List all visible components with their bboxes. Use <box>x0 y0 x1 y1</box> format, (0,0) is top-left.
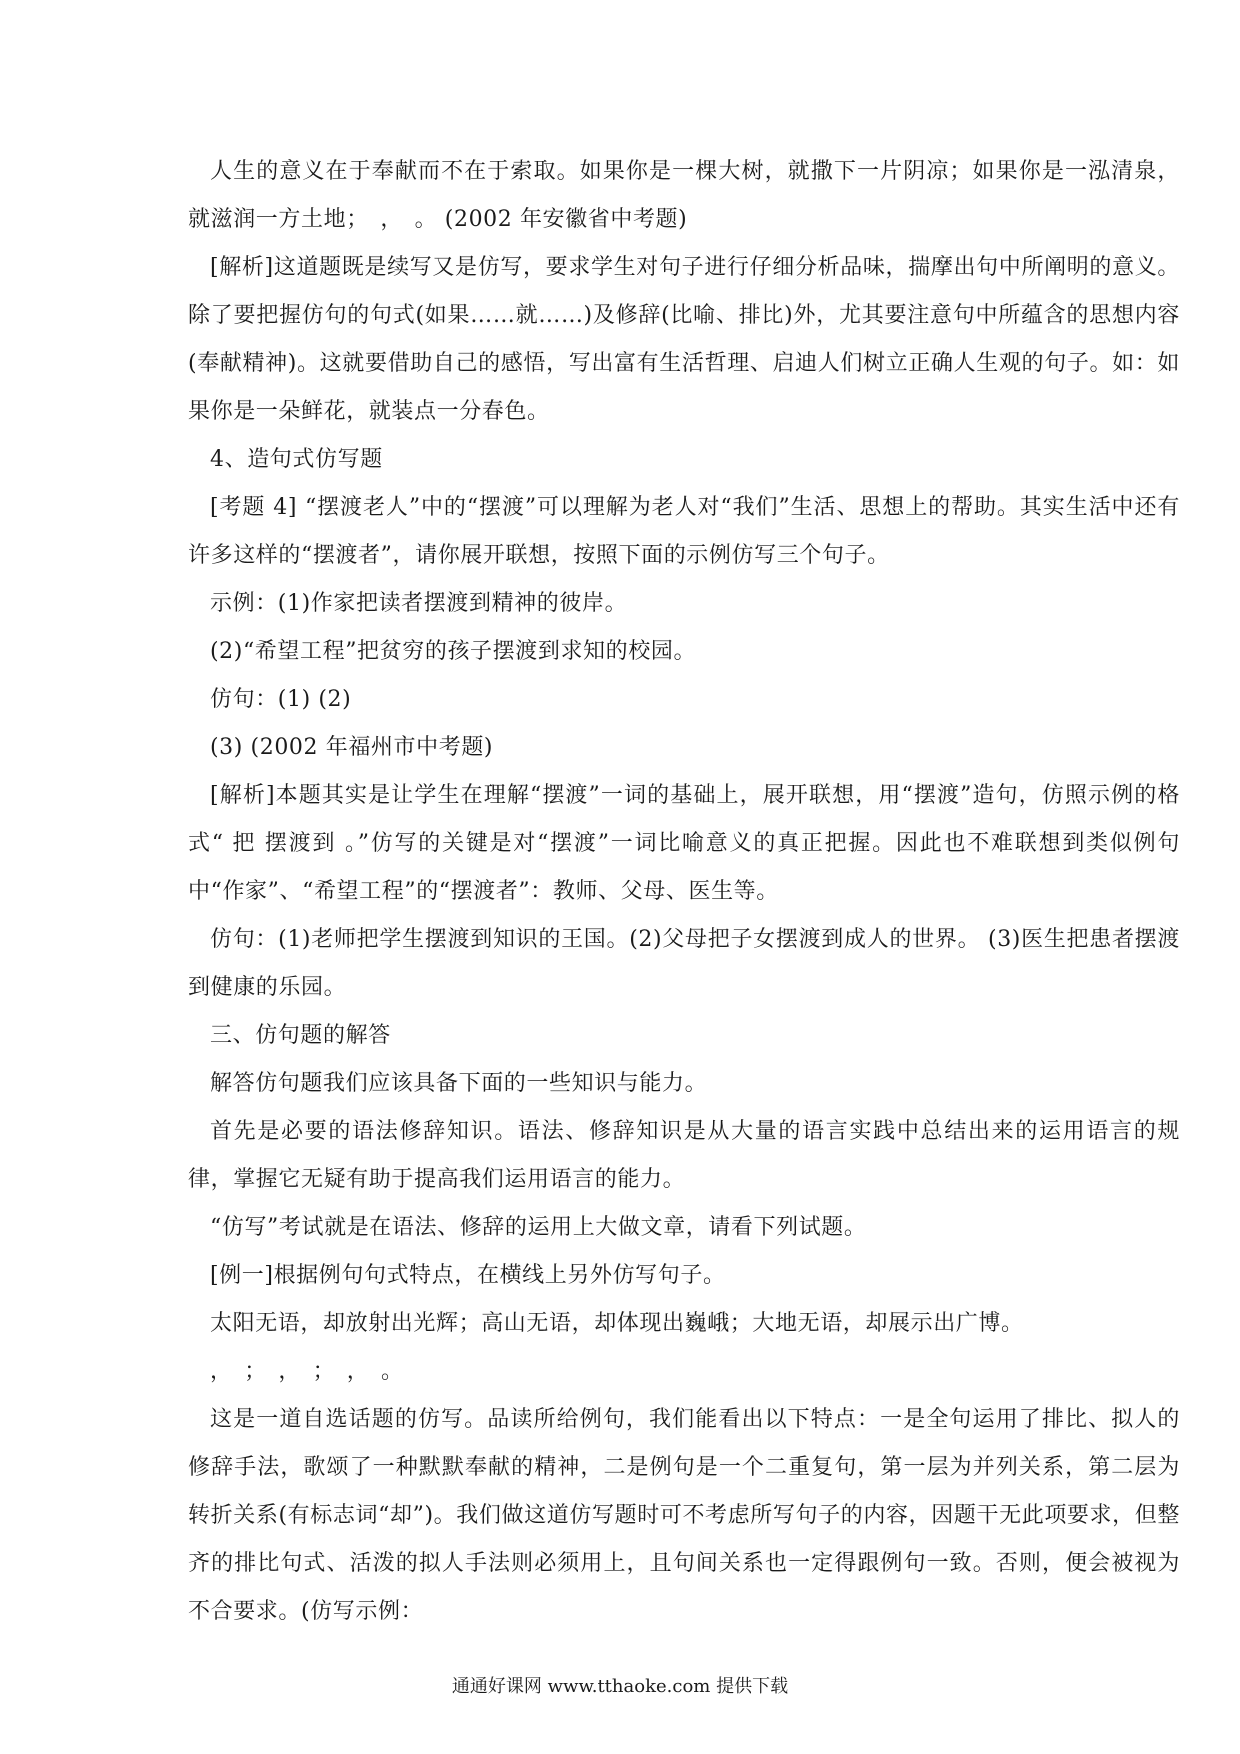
paragraph-analysis-3: [解析]这道题既是续写又是仿写，要求学生对句子进行仔细分析品味，揣摩出句中所阐明的意义。除了要把握仿句的句式(如果……就……)及修辞(比喻、排比)外，尤其要注意句中所蕴含的思想内容(奉献精神)。这就要借助自己的感悟，写出富有生活哲理、启迪人们树立正确人生观的句子。如：如果你是一朵鲜花，就装点一分春色。 <box>188 255 1180 424</box>
paragraph-imitation-blank-3: (3) (2002 年福州市中考题) <box>210 735 494 760</box>
paragraph-answer-blanks: ， ； ， ； ， 。 <box>210 1359 404 1384</box>
paragraph-example-one: [例一]根据例句句式特点，在横线上另外仿写句子。 <box>210 1263 726 1288</box>
page-footer: 通通好课网 www.tthaoke.com 提供下载 <box>451 1676 789 1697</box>
paragraph-imitation-blanks: 仿句：(1) (2) <box>210 687 352 712</box>
paragraph-exam-note: “仿写”考试就是在语法、修辞的运用上大做文章，请看下列试题。 <box>210 1215 867 1240</box>
paragraph-intro: 解答仿句题我们应该具备下面的一些知识与能力。 <box>210 1071 708 1096</box>
paragraph-example-1: 示例：(1)作家把读者摆渡到精神的彼岸。 <box>210 591 628 616</box>
paragraph-analysis-example-one: 这是一道自选话题的仿写。品读所给例句，我们能看出以下特点：一是全句运用了排比、拟人的修辞手法，歌颂了一种默默奉献的精神，二是例句是一个二重复句，第一层为并列关系，第二层为转折关系(有标志词“却”)。我们做这道仿写题时可不考虑所写句子的内容，因题干无此项要求，但整齐的排比句式、活泼的拟人手法则必须用上，且句间关系也一定得跟例句一致。否则，便会被视为不合要求。(仿写示例： <box>188 1407 1180 1624</box>
paragraph-example-sentence: 太阳无语，却放射出光辉；高山无语，却体现出巍峨；大地无语，却展示出广博。 <box>210 1311 1024 1336</box>
paragraph-question-3: 人生的意义在于奉献而不在于索取。如果你是一棵大树，就撒下一片阴凉；如果你是一泓清泉，就滋润一方土地； ， 。 (2002 年安徽省中考题) <box>188 159 1180 232</box>
paragraph-analysis-4: [解析]本题其实是让学生在理解“摆渡”一词的基础上，展开联想，用“摆渡”造句，仿照示例的格式“ 把 摆渡到 。”仿写的关键是对“摆渡”一词比喻意义的真正把握。因此也不难联想到类似例句中“作家”、“希望工程”的“摆渡者”：教师、父母、医生等。 <box>188 783 1180 904</box>
paragraph-imitation-answer: 仿句：(1)老师把学生摆渡到知识的王国。(2)父母把子女摆渡到成人的世界。 (3)医生把患者摆渡到健康的乐园。 <box>188 927 1180 1000</box>
section-heading-4: 4、造句式仿写题 <box>210 447 383 472</box>
paragraph-example-2: (2)“希望工程”把贫穷的孩子摆渡到求知的校园。 <box>210 639 697 664</box>
body-text <box>188 148 1180 1636</box>
paragraph-question-4: [考题 4] “摆渡老人”中的“摆渡”可以理解为老人对“我们”生活、思想上的帮助。其实生活中还有许多这样的“摆渡者”，请你展开联想，按照下面的示例仿写三个句子。 <box>188 495 1180 568</box>
section-heading-3: 三、仿句题的解答 <box>210 1023 391 1048</box>
paragraph-grammar: 首先是必要的语法修辞知识。语法、修辞知识是从大量的语言实践中总结出来的运用语言的规律，掌握它无疑有助于提高我们运用语言的能力。 <box>188 1119 1180 1192</box>
